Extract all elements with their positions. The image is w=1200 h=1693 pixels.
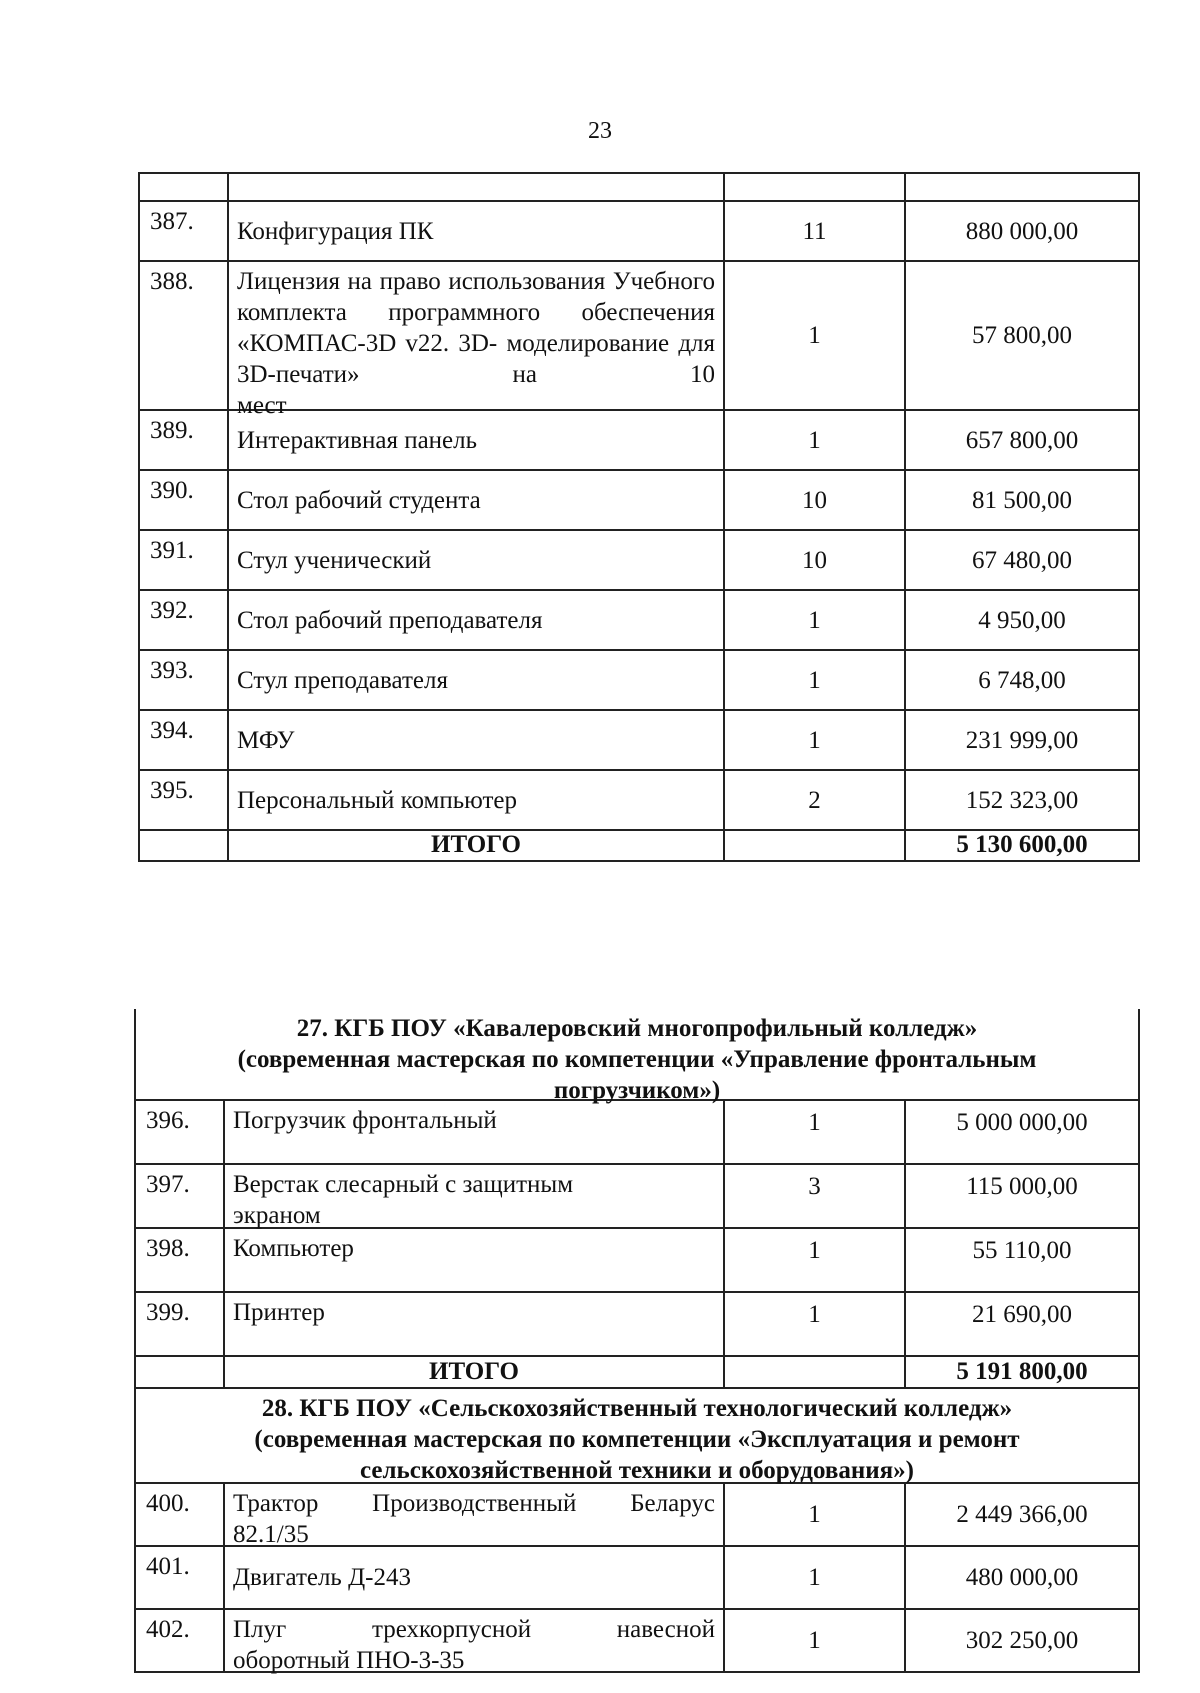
item-name: Погрузчик фронтальный xyxy=(223,1101,723,1163)
item-sum: 152 323,00 xyxy=(904,771,1138,829)
table-row xyxy=(140,531,1138,591)
equipment-table-part1 xyxy=(138,172,1140,862)
item-quantity: 2 xyxy=(723,771,904,829)
table-row xyxy=(136,1484,1138,1547)
item-sum: 2 449 366,00 xyxy=(904,1484,1138,1545)
table-row xyxy=(140,771,1138,831)
table-row xyxy=(136,1610,1138,1673)
total-sum: 5 130 600,00 xyxy=(904,831,1138,860)
item-quantity: 1 xyxy=(723,1484,904,1545)
item-name: Лицензия на право использования Учебного комплекта программного обеспечения «КОМПАС-3D v22. 3D- моделирование для 3D-печати» на 10 мест xyxy=(227,262,723,409)
row-number: 401. xyxy=(146,1553,190,1580)
item-quantity: 1 xyxy=(723,591,904,649)
item-quantity: 1 xyxy=(723,1547,904,1608)
item-sum: 55 110,00 xyxy=(904,1229,1138,1291)
table-row xyxy=(140,651,1138,711)
table-row xyxy=(136,1165,1138,1229)
item-quantity: 1 xyxy=(723,1229,904,1291)
row-number: 388. xyxy=(150,268,194,295)
row-number: 400. xyxy=(146,1490,190,1517)
table-row xyxy=(140,471,1138,531)
table-row xyxy=(136,1229,1138,1293)
item-quantity: 1 xyxy=(723,262,904,409)
item-name: Стул преподавателя xyxy=(227,651,723,709)
item-sum: 21 690,00 xyxy=(904,1293,1138,1355)
item-name: Трактор Производственный Беларус 82.1/35 xyxy=(223,1484,723,1545)
item-quantity: 11 xyxy=(723,202,904,260)
item-quantity: 1 xyxy=(723,411,904,469)
total-label: ИТОГО xyxy=(223,1357,723,1387)
item-name: Плуг трехкорпусной навесной оборотный ПНО-3-35 xyxy=(223,1610,723,1671)
item-sum: 657 800,00 xyxy=(904,411,1138,469)
section-heading-27: 27. КГБ ПОУ «Кавалеровский многопрофильный колледж» (современная мастерская по компетенции «Управление фронтальным погрузчиком») xyxy=(136,1009,1138,1101)
item-name: Интерактивная панель xyxy=(227,411,723,469)
item-sum: 5 000 000,00 xyxy=(904,1101,1138,1163)
item-name: Двигатель Д-243 xyxy=(223,1547,723,1608)
item-name: Конфигурация ПК xyxy=(227,202,723,260)
row-number: 397. xyxy=(146,1171,190,1198)
item-quantity: 10 xyxy=(723,471,904,529)
row-number: 387. xyxy=(150,208,194,235)
total-sum: 5 191 800,00 xyxy=(904,1357,1138,1387)
item-quantity: 1 xyxy=(723,711,904,769)
table-row xyxy=(140,711,1138,771)
row-number: 402. xyxy=(146,1616,190,1643)
table-header-row xyxy=(140,172,1138,202)
item-quantity: 3 xyxy=(723,1165,904,1227)
item-sum: 81 500,00 xyxy=(904,471,1138,529)
table-row xyxy=(136,1293,1138,1357)
item-name: Принтер xyxy=(223,1293,723,1355)
row-number: 396. xyxy=(146,1107,190,1134)
item-sum: 302 250,00 xyxy=(904,1610,1138,1671)
item-quantity: 1 xyxy=(723,1101,904,1163)
item-sum: 57 800,00 xyxy=(904,262,1138,409)
table-row xyxy=(140,202,1138,262)
row-number: 392. xyxy=(150,597,194,624)
row-number: 391. xyxy=(150,537,194,564)
item-sum: 115 000,00 xyxy=(904,1165,1138,1227)
table-row xyxy=(140,591,1138,651)
item-name: МФУ xyxy=(227,711,723,769)
row-number: 399. xyxy=(146,1299,190,1326)
item-name: Стол рабочий студента xyxy=(227,471,723,529)
item-name: Персональный компьютер xyxy=(227,771,723,829)
item-sum: 480 000,00 xyxy=(904,1547,1138,1608)
item-quantity: 1 xyxy=(723,1293,904,1355)
item-name: Стол рабочий преподавателя xyxy=(227,591,723,649)
equipment-table-part2 xyxy=(134,1009,1140,1673)
item-sum: 880 000,00 xyxy=(904,202,1138,260)
page-number: 23 xyxy=(588,118,612,144)
item-sum: 4 950,00 xyxy=(904,591,1138,649)
item-sum: 67 480,00 xyxy=(904,531,1138,589)
total-row xyxy=(140,831,1138,862)
item-name: Верстак слесарный с защитным экраном xyxy=(223,1165,723,1227)
item-quantity: 1 xyxy=(723,1610,904,1671)
total-row xyxy=(136,1357,1138,1389)
section-heading-28: 28. КГБ ПОУ «Сельскохозяйственный технологический колледж» (современная мастерская по компетенции «Эксплуатация и ремонт сельскохозяйственной техники и оборудования») xyxy=(136,1389,1138,1484)
row-number: 390. xyxy=(150,477,194,504)
row-number: 395. xyxy=(150,777,194,804)
item-quantity: 1 xyxy=(723,651,904,709)
item-quantity: 10 xyxy=(723,531,904,589)
item-name: Компьютер xyxy=(223,1229,723,1291)
row-number: 393. xyxy=(150,657,194,684)
table-row xyxy=(136,1101,1138,1165)
table-row xyxy=(140,262,1138,419)
total-label: ИТОГО xyxy=(227,831,723,860)
row-number: 394. xyxy=(150,717,194,744)
item-name: Стул ученический xyxy=(227,531,723,589)
row-number: 398. xyxy=(146,1235,190,1262)
table-row xyxy=(136,1547,1138,1610)
item-sum: 6 748,00 xyxy=(904,651,1138,709)
table-row xyxy=(140,411,1138,471)
item-sum: 231 999,00 xyxy=(904,711,1138,769)
row-number: 389. xyxy=(150,417,194,444)
